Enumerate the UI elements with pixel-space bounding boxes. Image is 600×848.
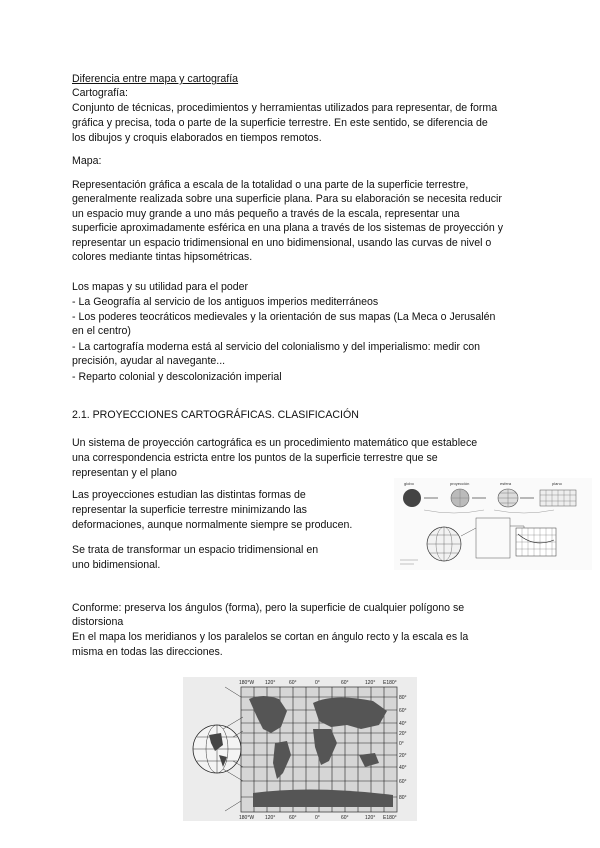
map-bottom-label: 60° [289, 815, 297, 821]
poder-item-4: - Reparto colonial y descolonización imperial [72, 371, 282, 383]
map-bottom-label: E180° [383, 815, 397, 821]
poder-item-3a: - La cartografía moderna está al servicio del colonialismo y del imperialismo: medir con [72, 341, 481, 353]
map-top-label: 0° [315, 680, 320, 686]
projection-diagram [394, 478, 592, 570]
mapa-text-6: colores mediante tintas hipsométricas. [72, 251, 253, 263]
map-top-label: 60° [341, 680, 349, 686]
diagram-label-3: esfera [500, 481, 512, 486]
cartografia-label: Cartografía: [72, 87, 128, 99]
mapa-text-4: superficie aproximadamente esférica en una plana a través de los sistemas de proyección y [72, 222, 504, 234]
cartografia-text-3: los dibujos y croquis elaborados en tiempos remotos. [72, 132, 322, 144]
map-bottom-label: 120° [365, 815, 376, 821]
section-heading: 2.1. PROYECCIONES CARTOGRÁFICAS. CLASIFICACIÓN [72, 409, 359, 421]
diagram-label-1: globo [404, 481, 414, 486]
poder-item-3b: precisión, ayudar al navegante... [72, 355, 226, 367]
mapa-text-2: generalmente realizada sobre una superficie plana. Para su elaboración se necesita reducir [72, 193, 502, 205]
map-lat-label: 60° [399, 779, 407, 785]
mapa-text-5: representar un espacio tridimensional en uno bidimensional, usando las curvas de nivel o [72, 237, 492, 249]
map-lat-label: 0° [399, 741, 404, 747]
map-top-label: E180° [383, 680, 397, 686]
cartografia-text-1: Conjunto de técnicas, procedimientos y herramientas utilizados para representar, de forma [72, 102, 498, 114]
bottom-grid [516, 528, 556, 556]
mapa-meridianos-text-2: misma en todas las direcciones. [72, 646, 223, 658]
definition-text-3: representan y el plano [72, 467, 177, 479]
map-top-label: 120° [365, 680, 376, 686]
mercator-map-figure [183, 677, 417, 821]
map-top-label: 180°W [239, 680, 255, 686]
projection-step [451, 489, 469, 507]
estudian-text-2: representar la superficie terrestre minimizando las [72, 504, 307, 516]
plane-step [540, 490, 576, 506]
map-lat-label: 40° [399, 721, 407, 727]
map-top-label: 120° [265, 680, 276, 686]
map-bottom-label: 0° [315, 815, 320, 821]
conforme-text-1: Conforme: preserva los ángulos (forma), pero la superficie de cualquier polígono se [72, 602, 465, 614]
globe-step [403, 489, 421, 507]
trata-text-2: uno bidimensional. [72, 559, 161, 571]
bottom-globe [427, 527, 461, 561]
map-bottom-label: 120° [265, 815, 276, 821]
map-lat-label: 80° [399, 795, 407, 801]
map-bottom-label: 180°W [239, 815, 255, 821]
poder-title: Los mapas y su utilidad para el poder [72, 281, 249, 293]
mapa-label: Mapa: [72, 155, 102, 167]
definition-text-1: Un sistema de proyección cartográfica es un procedimiento matemático que establece [72, 437, 478, 449]
map-lat-label: 20° [399, 731, 407, 737]
map-lat-label: 40° [399, 765, 407, 771]
mapa-meridianos-text-1: En el mapa los meridianos y los paralelos se cortan en ángulo recto y la escala es la [72, 631, 469, 643]
heading-mapa-cartografia: Diferencia entre mapa y cartografía [72, 73, 239, 85]
definition-text-2: una correspondencia estricta entre los puntos de la superficie terrestre que se [72, 452, 438, 464]
mapa-text-1: Representación gráfica a escala de la totalidad o una parte de la superficie terrestre, [72, 179, 469, 191]
cartografia-text-2: gráfica y precisa, toda o parte de la superficie terrestre. En este sentido, se diferencia de [72, 117, 488, 129]
diagram-label-4: plano [552, 481, 562, 486]
conforme-text-2: distorsiona [72, 616, 124, 628]
diagram-label-2: proyección [450, 481, 470, 486]
globe-inset [193, 725, 241, 773]
poder-item-2a: - Los poderes teocráticos medievales y la orientación de sus mapas (La Meca o Jerusalén [72, 311, 496, 323]
map-lat-label: 80° [399, 695, 407, 701]
map-lat-label: 20° [399, 753, 407, 759]
map-lat-label: 60° [399, 708, 407, 714]
estudian-text-3: deformaciones, aunque normalmente siempre se producen. [72, 519, 353, 531]
sphere-step [498, 489, 518, 507]
map-bottom-label: 60° [341, 815, 349, 821]
poder-item-2b: en el centro) [72, 325, 131, 337]
estudian-text-1: Las proyecciones estudian las distintas formas de [72, 489, 306, 501]
mapa-text-3: un espacio muy grande a uno más pequeño a través de la escala, representar una [72, 208, 460, 220]
trata-text-1: Se trata de transformar un espacio tridimensional en [72, 544, 319, 556]
map-top-label: 60° [289, 680, 297, 686]
poder-item-1: - La Geografía al servicio de los antiguos imperios mediterráneos [72, 296, 379, 308]
